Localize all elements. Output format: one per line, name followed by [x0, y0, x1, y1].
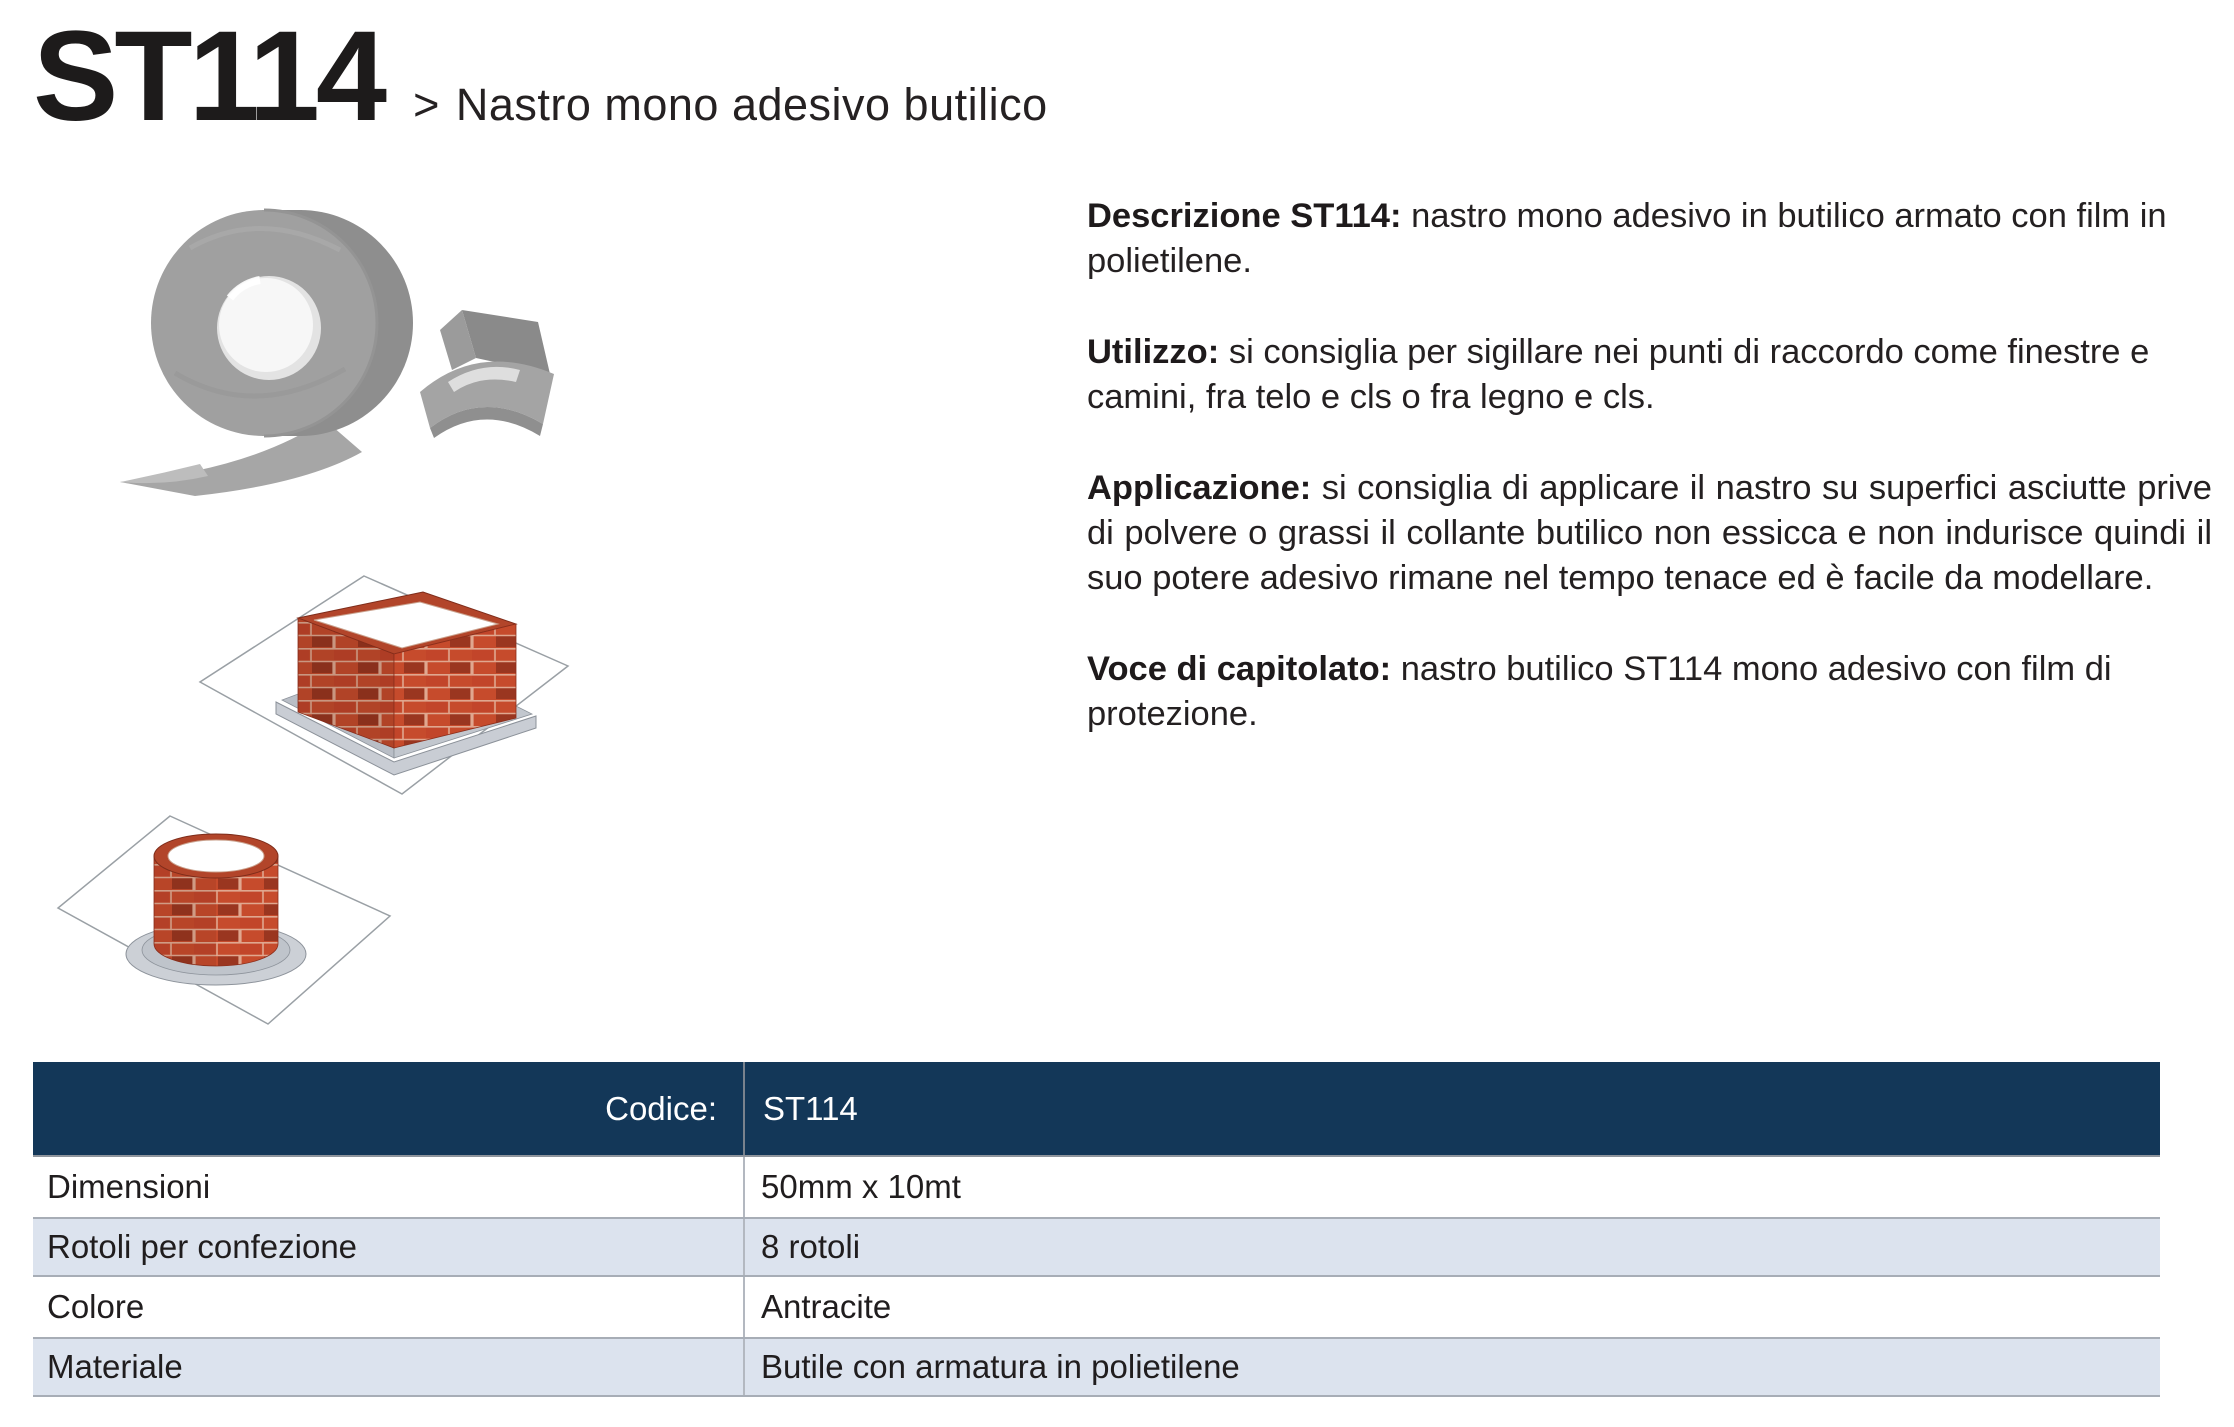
paragraph-voce-label: Voce di capitolato: [1087, 650, 1392, 688]
paragraph-voce-text: nastro butilico ST114 mono adesivo con film di protezione. [1087, 650, 2112, 733]
square-chimney-flashing-illustration [196, 570, 574, 798]
paragraph-utilizzo-label: Utilizzo: [1087, 333, 1220, 371]
spec-row-value: 50mm x 10mt [743, 1157, 2160, 1217]
spec-row-value: 8 rotoli [743, 1219, 2160, 1275]
paragraph-utilizzo [1087, 330, 2212, 420]
table-row-rotoli-per-confezione [33, 1217, 2160, 1277]
spec-row-label: Dimensioni [47, 1168, 211, 1205]
table-row-colore [33, 1277, 2160, 1337]
spec-header-label: Codice: [605, 1089, 717, 1127]
round-chimney-flashing-illustration [56, 786, 394, 1026]
product-code-title: ST114 [33, 5, 384, 148]
spec-row-value: Butile con armatura in polietilene [743, 1339, 2160, 1395]
product-subtitle-text: Nastro mono adesivo butilico [455, 79, 1048, 130]
paragraph-descrizione [1087, 194, 2212, 284]
square-chimney [298, 592, 516, 748]
folded-tape-piece [420, 310, 554, 438]
chevron-right-icon: > [413, 79, 440, 130]
paragraph-descrizione-text: nastro mono adesivo in butilico armato con film in polietilene. [1087, 197, 2167, 280]
spec-row-label: Materiale [47, 1348, 183, 1385]
spec-row-label: Colore [47, 1288, 145, 1325]
round-chimney [154, 834, 278, 966]
table-row-dimensioni [33, 1157, 2160, 1217]
paragraph-descrizione-label: Descrizione ST114: [1087, 197, 1402, 235]
paragraph-applicazione [1087, 466, 2212, 601]
spec-row-label: Rotoli per confezione [47, 1228, 358, 1265]
product-subtitle [413, 79, 1048, 131]
spec-table-header-row [33, 1062, 2160, 1157]
tape-roll-image [151, 210, 413, 436]
table-row-materiale [33, 1337, 2160, 1397]
spec-table [33, 1062, 2160, 1397]
paragraph-applicazione-text: si consiglia di applicare il nastro su superfici asciutte prive di polvere o grassi il collante butilico non essicca e non indurisce quindi il suo potere adesivo rimane nel tempo tenace ed è facile da modellare. [1087, 469, 2212, 597]
paragraph-utilizzo-text: si consiglia per sigillare nei punti di raccordo come finestre e camini, fra telo e cls o fra legno e cls. [1087, 333, 2150, 416]
tape-roll-photo [90, 158, 600, 498]
description-section [1087, 194, 2212, 783]
paragraph-applicazione-label: Applicazione: [1087, 469, 1312, 507]
spec-row-value: Antracite [743, 1277, 2160, 1337]
spec-header-value: ST114 [743, 1062, 2160, 1155]
page-header [33, 5, 1048, 148]
paragraph-voce-di-capitolato [1087, 647, 2212, 737]
